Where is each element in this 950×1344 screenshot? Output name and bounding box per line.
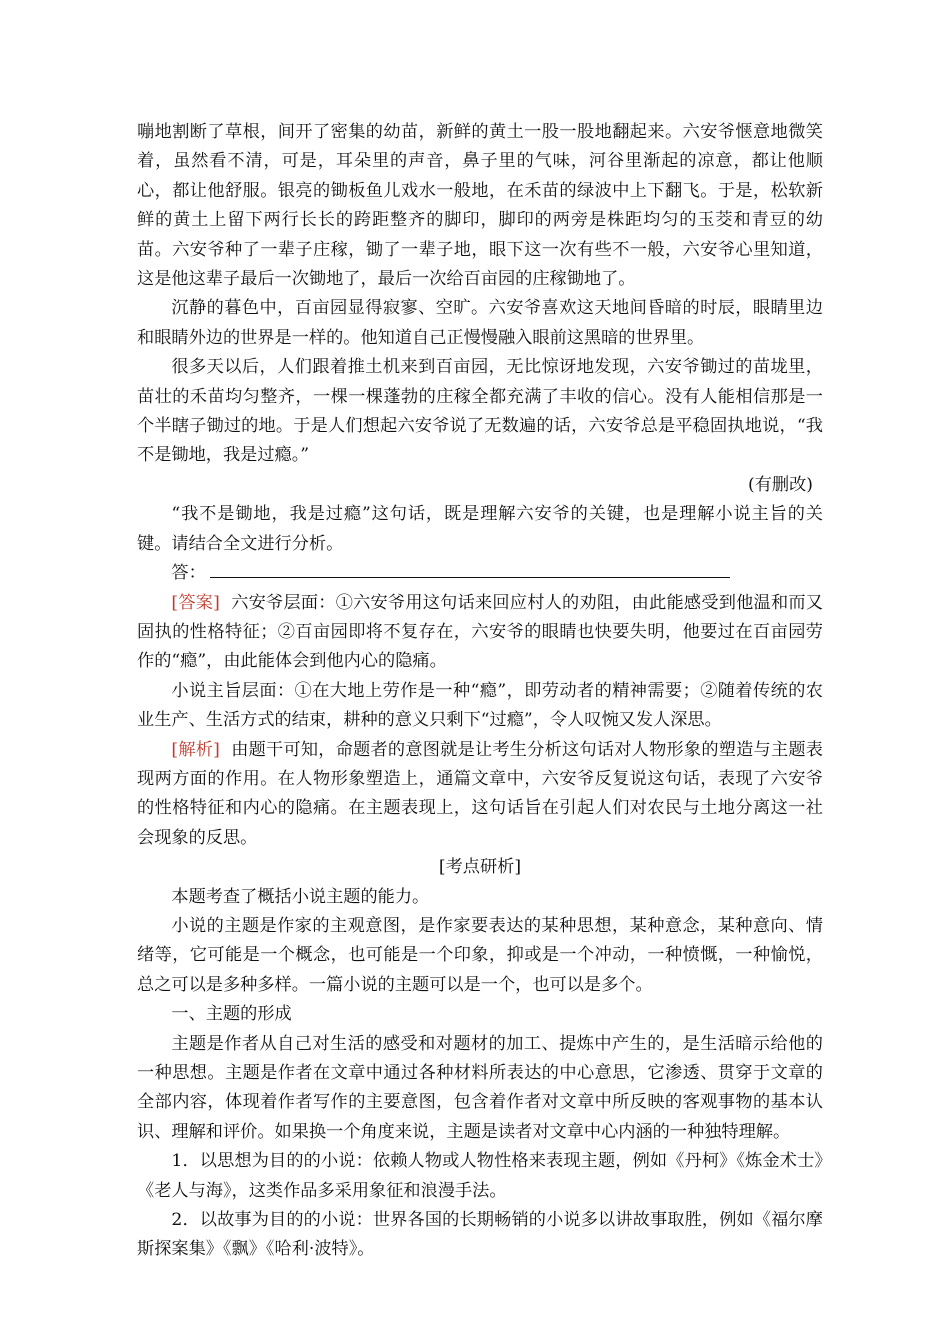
study-paragraph-3: 主题是作者从自己对生活的感受和对题材的加工、提炼中产生的，是生活暗示给他的一种思想。主题是作者在文章中通过各种材料所表达的中心意思，它渗透、贯穿于文章的全部内容，体现着作者写作的主要意图，包含着作者对文章中所反映的客观事物的基本认识、理解和评价。如果换一个角度来说，主题是读者对文章中心内涵的一种独特理解。 — [137, 1033, 823, 1142]
story-paragraph-1: 嘣地割断了草根，间开了密集的幼苗，新鲜的黄土一股一股地翻起来。六安爷惬意地微笑着，虽然看不清，可是，耳朵里的声音，鼻子里的气味，河谷里渐起的凉意，都让他顺心，都让他舒服。银亮的锄板鱼儿戏水一般地，在禾苗的绿波中上下翻飞。于是，松软新鲜的黄土上留下两行长长的跨距整齐的脚印，脚印的两旁是株距均匀的玉茭和青豆的幼苗。六安爷种了一辈子庄稼，锄了一辈子地，眼下这一次有些不一般，六安爷心里知道，这是他这辈子最后一次锄地了，最后一次给百亩园的庄稼锄地了。 — [137, 122, 823, 290]
analysis-tag: [解析] — [171, 739, 220, 760]
answer-prompt-row — [137, 559, 823, 588]
answer-text-1: 六安爷层面：①六安爷用这句话来回应村人的劝阻，由此能感受到他温和而又固执的性格特征；②百亩园即将不复存在，六安爷的眼睛也快要失明，他要过在百亩园劳作的“瘾”，由此能体会到他内心的隐痛。 — [137, 592, 823, 672]
study-heading: [考点研析] — [438, 857, 522, 878]
study-paragraph-1: 本题考查了概括小说主题的能力。 — [171, 886, 430, 907]
answer-blank-line — [210, 563, 730, 578]
analysis-paragraph — [137, 736, 823, 854]
question-text: “我不是锄地，我是过瘾”这句话，既是理解六安爷的关键，也是理解小说主旨的关键。请结合全文进行分析。 — [137, 504, 823, 554]
study-paragraph-2: 小说的主题是作家的主观意图，是作家要表达的某种思想，某种意念，某种意向、情绪等，它可能是一个概念，也可能是一个印象，抑或是一个冲动，一种愤慨，一种愉悦，总之可以是多种多样。一篇小说的主题可以是一个，也可以是多个。 — [137, 915, 823, 995]
answer-prompt-label: 答： — [171, 563, 206, 584]
answer-paragraph-1 — [137, 589, 823, 677]
story-paragraph-2: 沉静的暮色中，百亩园显得寂寥、空旷。六安爷喜欢这天地间昏暗的时辰，眼睛里边和眼睛外边的世界是一样的。他知道自己正慢慢融入眼前这黑暗的世界里。 — [137, 298, 823, 348]
story-paragraph-3: 很多天以后，人们跟着推土机来到百亩园，无比惊讶地发现，六安爷锄过的苗垅里，苗壮的禾苗均匀整齐，一棵一棵蓬勃的庄稼全都充满了丰收的信心。没有人能相信那是一个半瞎子锄过的地。于是人们想起六安爷说了无数遍的话，六安爷总是平稳固执地说，“我不是锄地，我是过瘾。” — [137, 357, 823, 466]
answer-paragraph-2: 小说主旨层面：①在大地上劳作是一种“瘾”，即劳动者的精神需要；②随着传统的农业生产、生活方式的结束，耕种的意义只剩下“过瘾”，令人叹惋又发人深思。 — [137, 680, 823, 731]
document-page — [137, 118, 823, 1265]
section-heading-1: 一、主题的形成 — [171, 1004, 292, 1025]
list-item: 1．以思想为目的的小说：依赖人物或人物性格来表现主题，例如《丹柯》《炼金术士》《老人与海》，这类作品多采用象征和浪漫手法。 — [137, 1151, 823, 1201]
edit-note: (有删改) — [748, 474, 813, 495]
answer-tag: [答案] — [171, 592, 220, 613]
list-item: 2．以故事为目的的小说：世界各国的长期畅销的小说多以讲故事取胜，例如《福尔摩斯探案集》《飘》《哈利·波特》。 — [137, 1210, 823, 1260]
analysis-text: 由题干可知，命题者的意图就是让考生分析这句话对人物形象的塑造与主题表现两方面的作用。在人物形象塑造上，通篇文章中，六安爷反复说这句话，表现了六安爷的性格特征和内心的隐痛。在主题表现上，这句话旨在引起人们对农民与土地分离这一社会现象的反思。 — [137, 739, 823, 848]
